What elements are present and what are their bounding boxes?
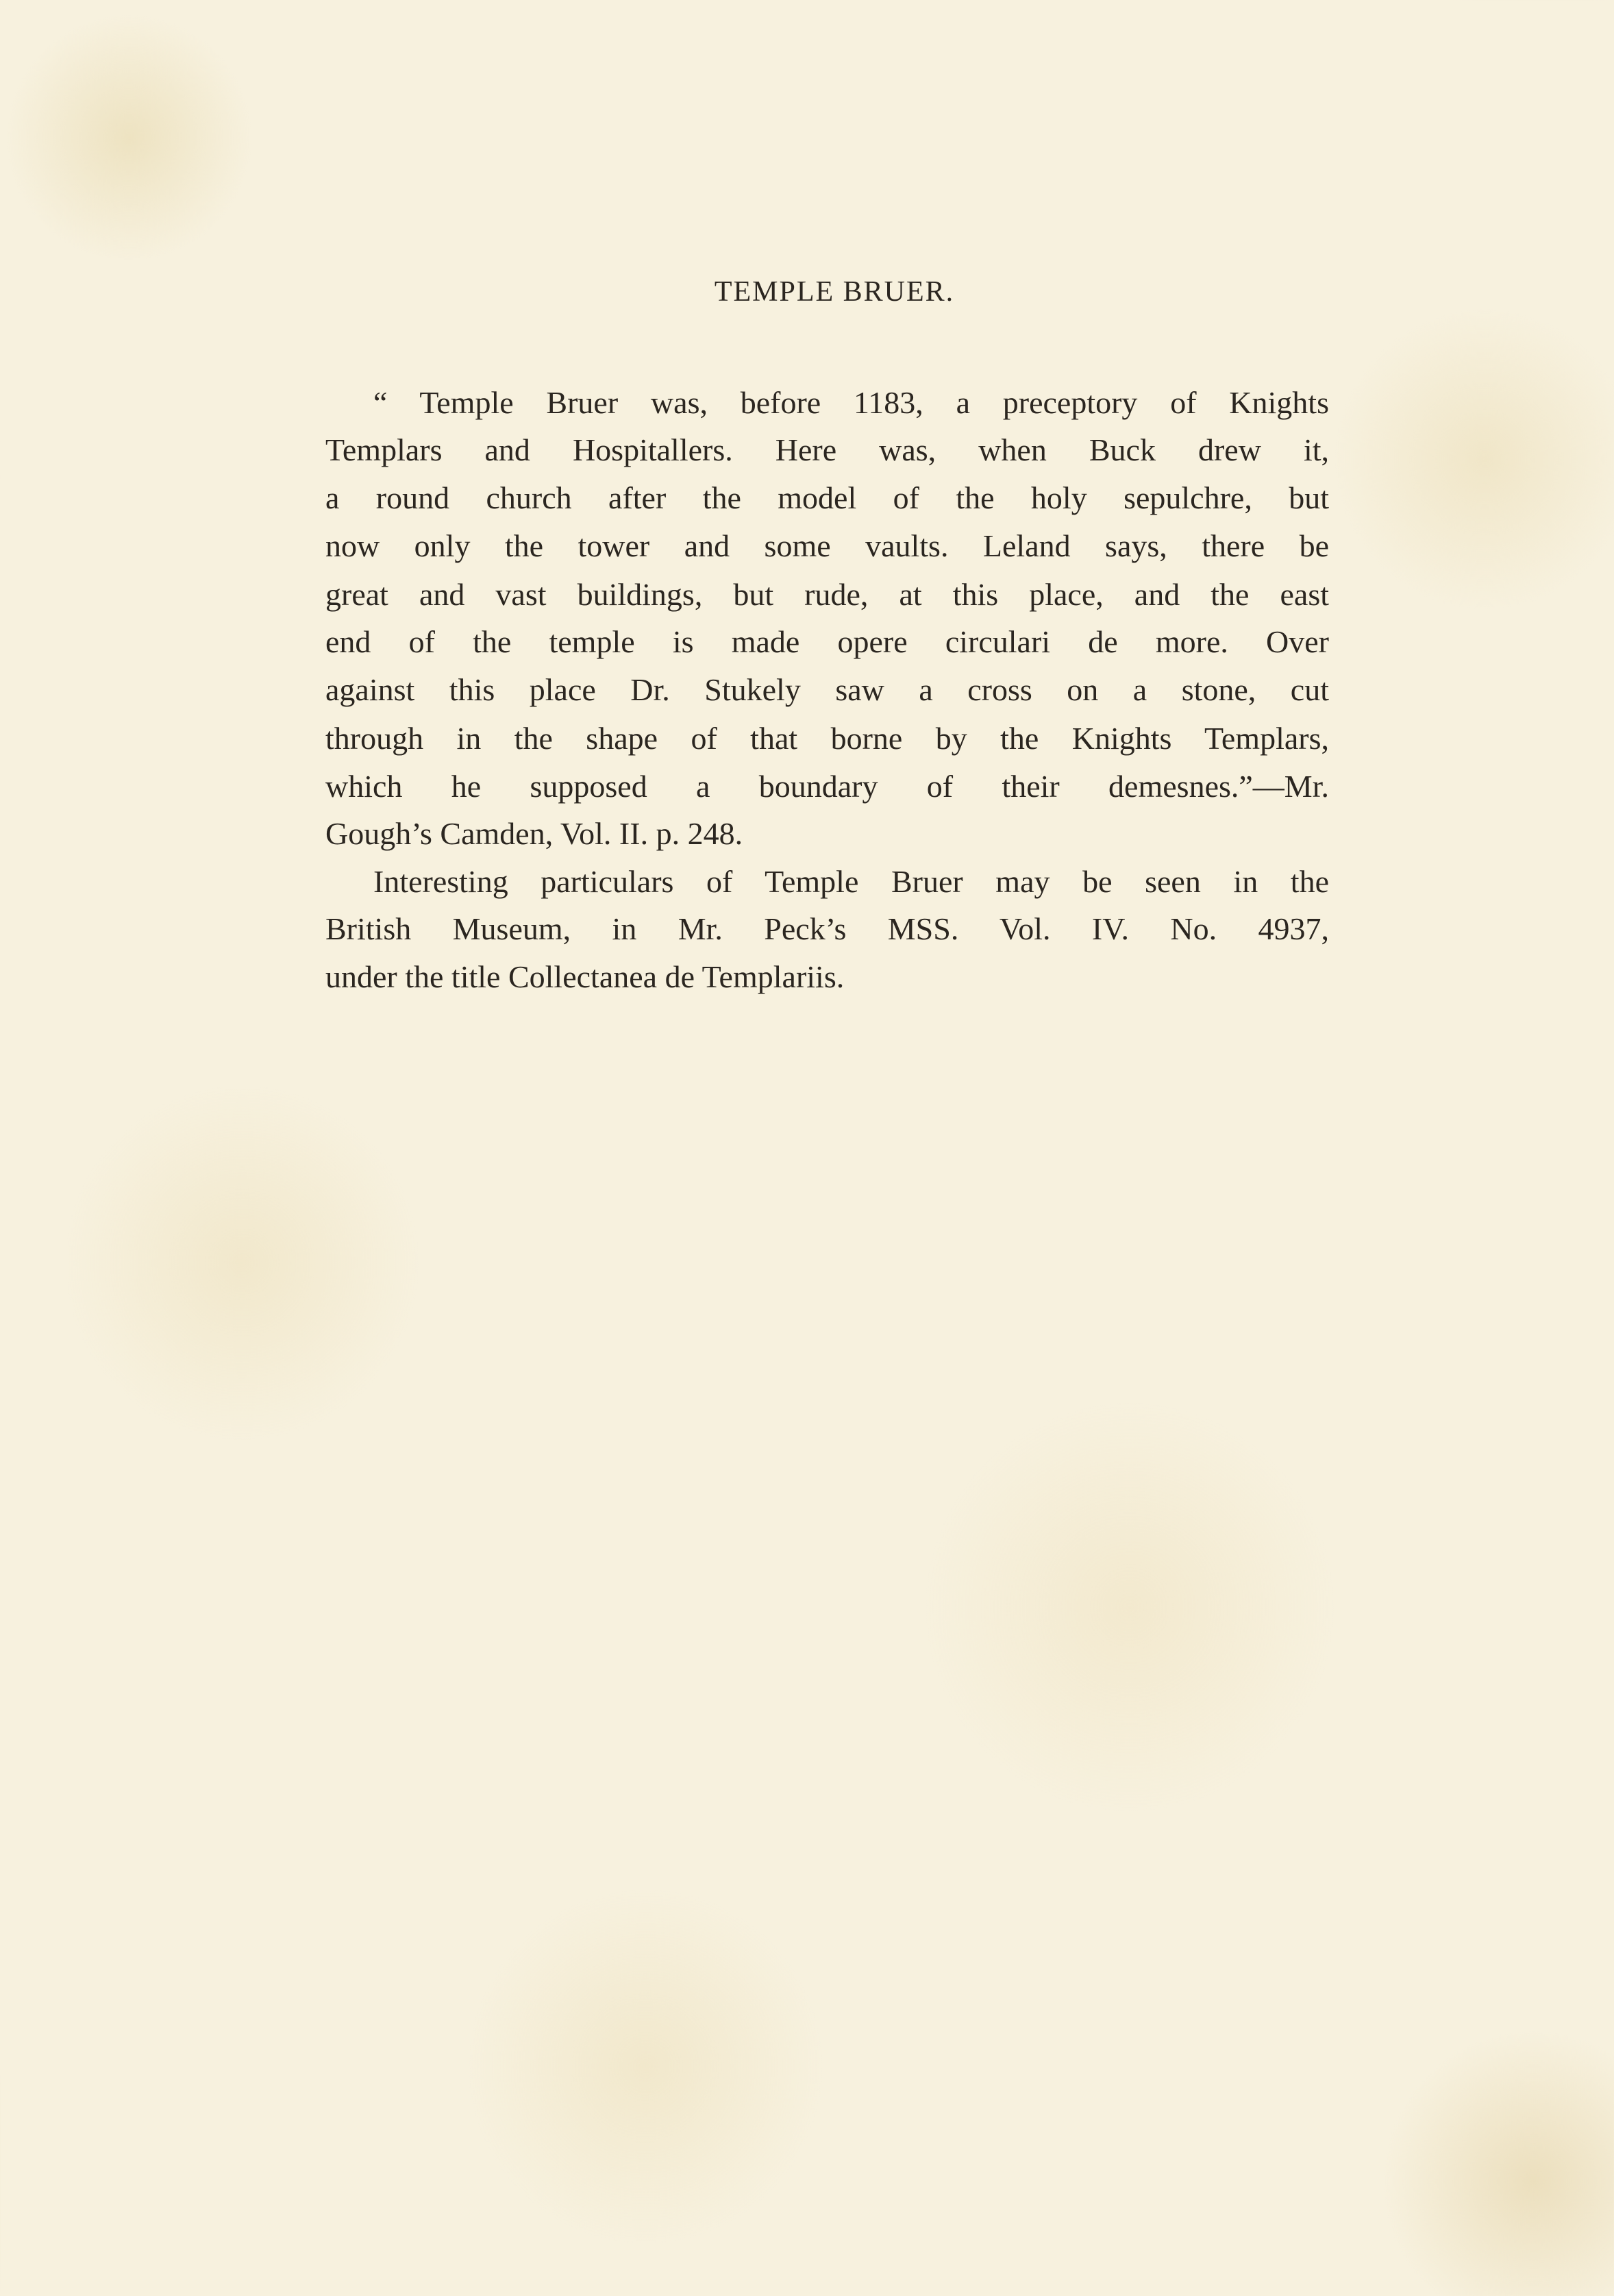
page-title: TEMPLE BRUER. [714,276,955,308]
text-line: now only the tower and some vaults. Leland says, there be [325,528,1329,563]
text-line: great and vast buildings, but rude, at this place, and the east [325,577,1329,612]
text-line: under the title Collectanea de Templariis. [325,959,845,994]
text-line: “ Temple Bruer was, before 1183, a preceptory of Knights [373,385,1329,420]
text-line: end of the temple is made opere circulari de more. Over [325,624,1329,659]
text-line: against this place Dr. Stukely saw a cross on a stone, cut [325,672,1329,707]
text-line: which he supposed a boundary of their demesnes.”—Mr. [325,769,1329,804]
text-line: Interesting particulars of Temple Bruer may be seen in the [373,864,1329,899]
text-line: Gough’s Camden, Vol. II. p. 248. [325,816,743,851]
text-line: through in the shape of that borne by the Knights Templars, [325,721,1329,756]
text-line: Templars and Hospitallers. Here was, when Buck drew it, [325,432,1329,467]
text-line: a round church after the model of the holy sepulchre, but [325,480,1329,515]
text-line: British Museum, in Mr. Peck’s MSS. Vol. IV. No. 4937, [325,911,1329,946]
